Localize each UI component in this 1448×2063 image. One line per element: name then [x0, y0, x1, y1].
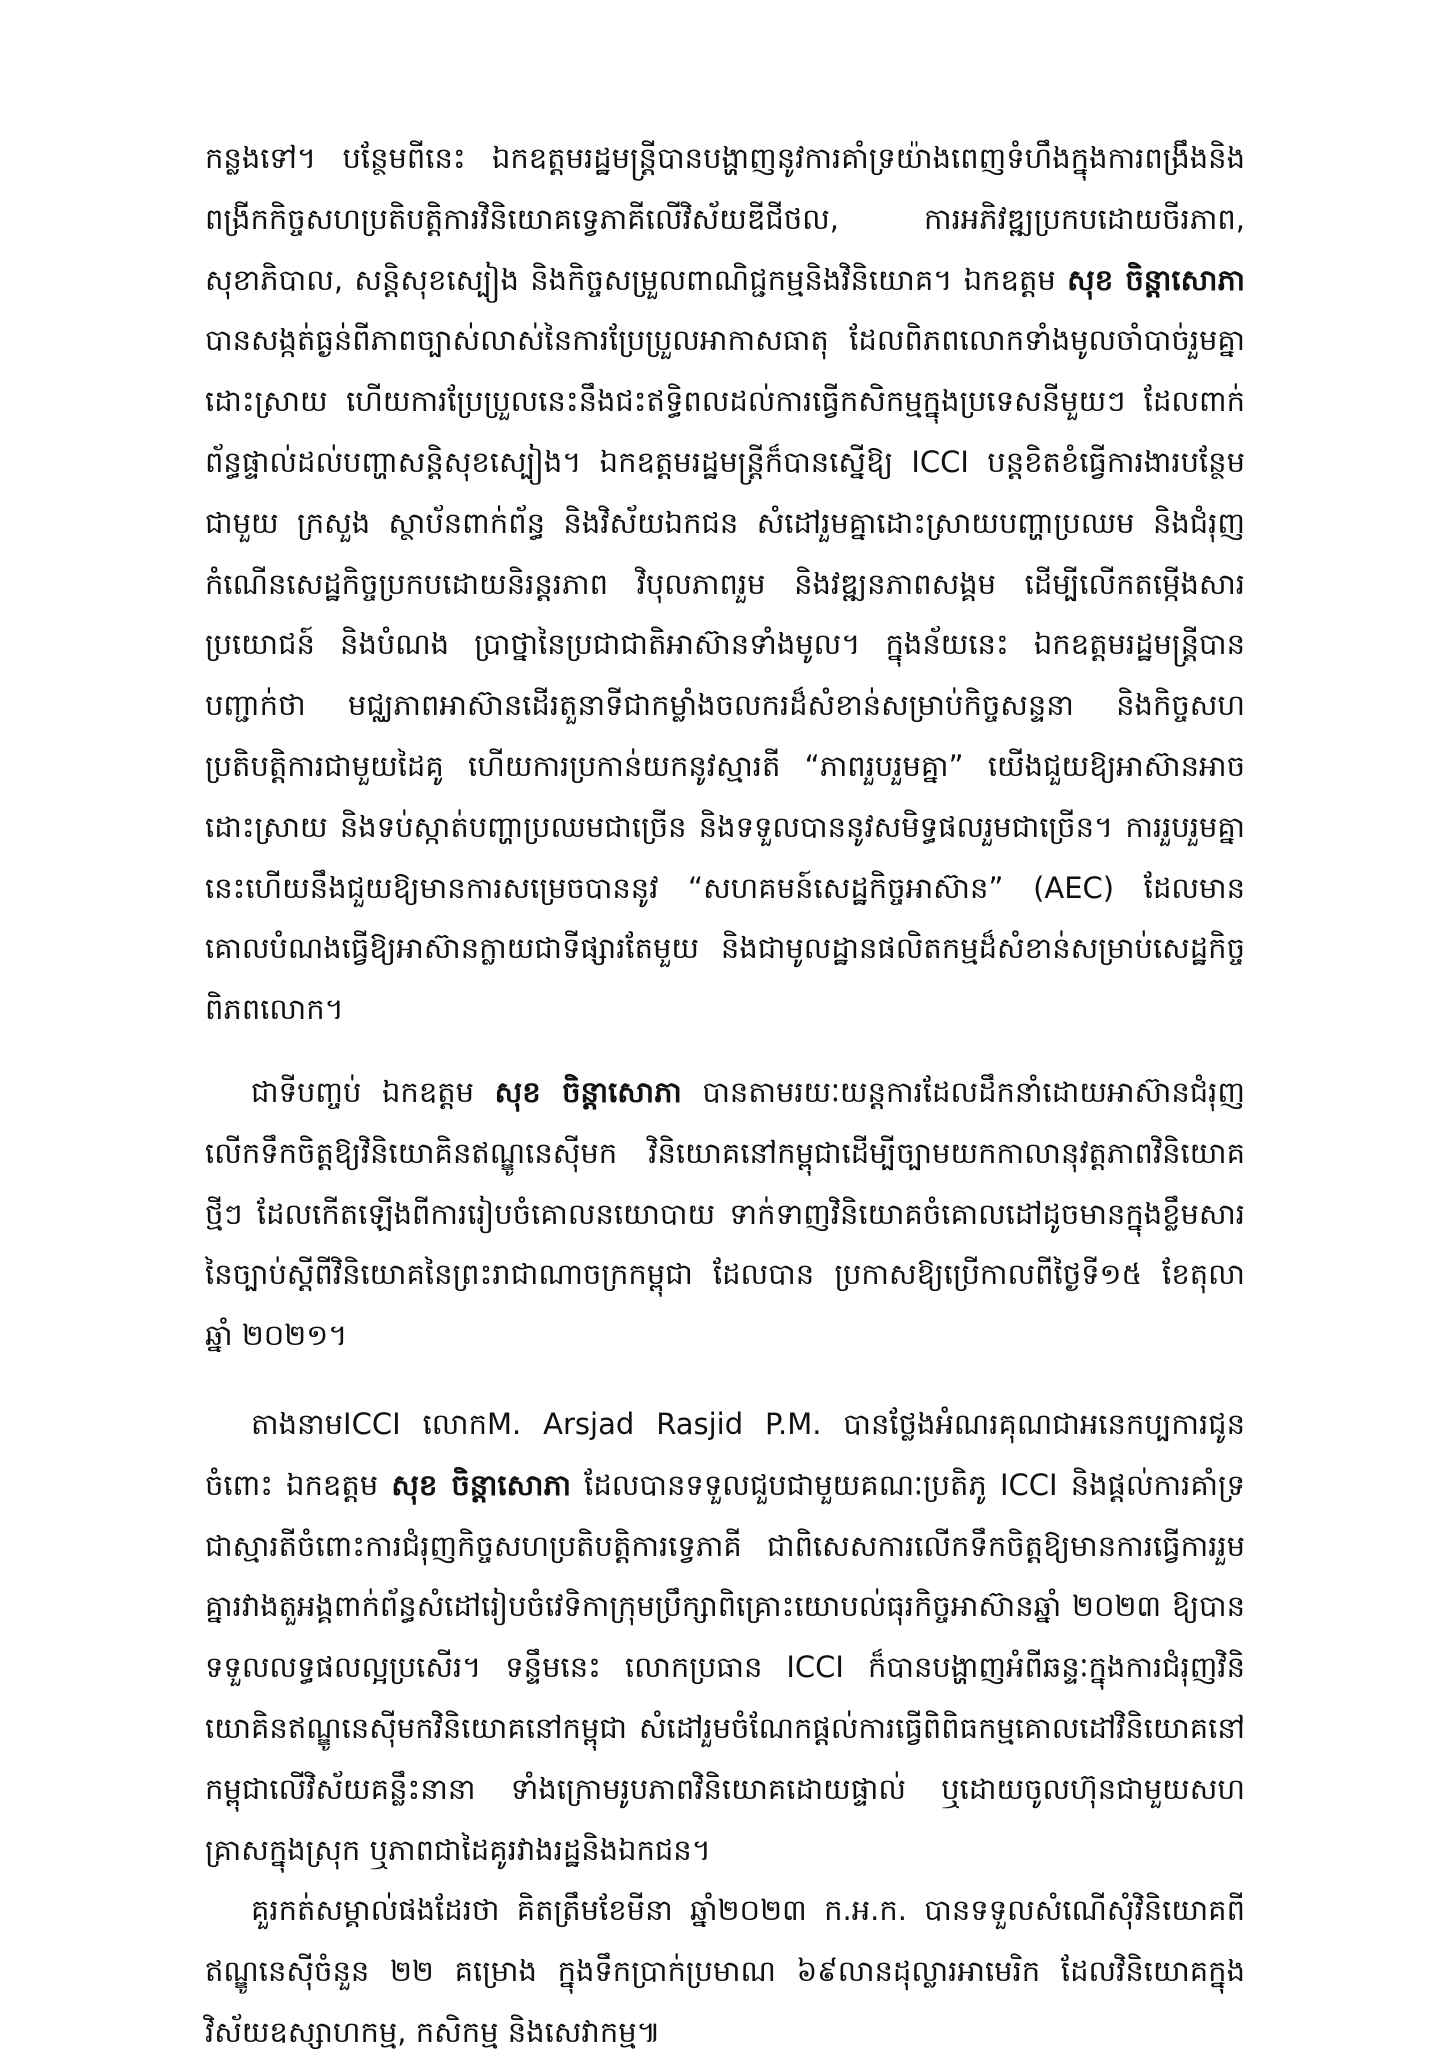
- minister-name: សុខ ចិន្តាសោភា: [1067, 262, 1245, 297]
- paragraph-1-text: កន្លងទៅ។ បន្ថែមពីនេះ ឯកឧត្តមរដ្ឋមន្ត្រីបានបង្ហាញនូវការគាំទ្រយ៉ាងពេញទំហឹងក្នុងការពង្រឹងនិងពង្រីកកិច្ចសហប្រតិបត្តិការវិនិយោគទ្វេភាគីលើវិស័យឌីជីថល, ការអភិវឌ្ឍប្រកបដោយចីរភាព, សុខាភិបាល, សន្តិសុខស្បៀង និងកិច្ចសម្រួលពាណិជ្ជកម្មនិងវិនិយោគ។ ឯកឧត្តម: [205, 141, 1245, 297]
- document-body: [205, 128, 1245, 2063]
- paragraph-3: [205, 1394, 1245, 1880]
- paragraph-2: [205, 1062, 1245, 1366]
- paragraph-3-continuation: ដែលបានទទួលជួបជាមួយគណៈប្រតិភូ ICCI និងផ្តល់ការគាំទ្រជាស្មារតីចំពោះការជំរុញកិច្ចសហប្រតិបត្តិការទ្វេភាគី ជាពិសេសការលើកទឹកចិត្តឱ្យមានការធ្វើការរួមគ្នារវាងតួអង្គពាក់ព័ន្ធសំដៅរៀបចំវេទិកាក្រុមប្រឹក្សាពិគ្រោះយោបល់ធុរកិច្ចអាស៊ានឆ្នាំ ២០២៣ ឱ្យបានទទួលលទ្ធផលល្អប្រសើរ។ ទន្ទឹមនេះ លោកប្រធាន ICCI ក៏បានបង្ហាញអំពីឆន្ទៈក្នុងការជំរុញវិនិយោគិនឥណ្ឌូនេស៊ីមកវិនិយោគនៅកម្ពុជា សំដៅរួមចំណែកផ្តល់ការធ្វើពិពិធកម្មគោលដៅវិនិយោគនៅកម្ពុជាលើវិស័យគន្លឹះនានា ទាំងក្រោមរូបភាពវិនិយោគដោយផ្ទាល់ ឬដោយចូលហ៊ុនជាមួយសហគ្រាសក្នុងស្រុក ឬភាពជាដៃគូរវាងរដ្ឋនិងឯកជន។: [205, 1467, 1246, 1867]
- paragraph-2-continuation: បានតាមរយៈយន្តការដែលដឹកនាំដោយអាស៊ានជំរុញលើកទឹកចិត្តឱ្យវិនិយោគិនឥណ្ឌូនេស៊ីមក វិនិយោគនៅកម្ពុជាដើម្បីច្បាមយកកាលានុវត្តភាពវិនិយោគថ្មីៗ ដែលកើតឡើងពីការរៀបចំគោលនយោបាយ ទាក់ទាញវិនិយោគចំគោលដៅដូចមានក្នុងខ្លឹមសារនៃច្បាប់ស្តីពីវិនិយោគនៃព្រះរាជាណាចក្រកម្ពុជា ដែលបាន ប្រកាសឱ្យប្រើកាលពីថ្ងៃទី១៥ ខែតុលា ឆ្នាំ ២០២១។: [205, 1074, 1246, 1353]
- paragraph-4: [205, 1880, 1245, 2062]
- paragraph-1: [205, 128, 1245, 1040]
- minister-name: សុខ ចិន្តាសោភា: [494, 1074, 682, 1109]
- paragraph-2-text: ជាទីបញ្ចប់ ឯកឧត្តម: [251, 1074, 475, 1109]
- paragraph-1-continuation: បានសង្កត់ធ្ងន់ពីភាពច្បាស់លាស់នៃការប្រែប្រួលអាកាសធាតុ ដែលពិភពលោកទាំងមូលចាំបាច់រួមគ្នាដោះស្រាយ ហើយការប្រែប្រួលនេះនឹងជះឥទ្ធិពលដល់ការធ្វើកសិកម្មក្នុងប្រទេសនីមួយៗ ដែលពាក់ព័ន្ធផ្ទាល់ដល់បញ្ហាសន្តិសុខស្បៀង។ ឯកឧត្តមរដ្ឋមន្ត្រីក៏បានស្នើឱ្យ ICCI បន្តខិតខំធ្វើការងារបន្ថែមជាមួយ ក្រសួង ស្ថាប័នពាក់ព័ន្ធ និងវិស័យឯកជន សំដៅរួមគ្នាដោះស្រាយបញ្ហាប្រឈម និងជំរុញកំណើនសេដ្ឋកិច្ចប្រកបដោយនិរន្តរភាព វិបុលភាពរួម និងវឌ្ឍនភាពសង្គម ដើម្បីលើកតម្កើងសារប្រយោជន៍ និងបំណង ប្រាថ្នានៃប្រជាជាតិអាស៊ានទាំងមូល។ ក្នុងន័យនេះ ឯកឧត្តមរដ្ឋមន្ត្រីបានបញ្ជាក់ថា មជ្ឈភាពអាស៊ានដើរតួនាទីជាកម្លាំងចលករដ៏សំខាន់សម្រាប់កិច្ចសន្ទនា និងកិច្ចសហប្រតិបត្តិការជាមួយដៃគូ ហើយការប្រកាន់យកនូវស្មារតី “ភាពរួបរួមគ្នា” យើងជួយឱ្យអាស៊ានអាចដោះស្រាយ និងទប់ស្កាត់បញ្ហាប្រឈមជាច្រើន និងទទួលបាននូវសមិទ្ធផលរួមជាច្រើន។ ការរួបរួមគ្នានេះហើយនឹងជួយឱ្យមានការសម្រេចបាននូវ “សហគមន៍សេដ្ឋកិច្ចអាស៊ាន” (AEC) ដែលមានគោលបំណងធ្វើឱ្យអាស៊ានក្លាយជាទីផ្សារតែមួយ និងជាមូលដ្ឋានផលិតកម្មដ៏សំខាន់សម្រាប់សេដ្ឋកិច្ចពិភពលោក។: [205, 323, 1245, 1027]
- minister-name: សុខ ចិន្តាសោភា: [391, 1467, 572, 1502]
- paragraph-3-text: តាងនាមICCI លោកM. Arsjad Rasjid P.M. បានថ្លែងអំណរគុណជាអនេកប្បការជូនចំពោះ ឯកឧត្តម: [205, 1406, 1245, 1502]
- paragraph-4-text: គួរកត់សម្គាល់ផងដែរថា គិតត្រឹមខែមីនា ឆ្នាំ២០២៣ ក.អ.ក. បានទទួលសំណើសុំវិនិយោគពីឥណ្ឌូនេស៊ីចំនួន ២២ គម្រោង ក្នុងទឹកប្រាក់ប្រមាណ ៦៩លានដុល្លារអាមេរិក ដែលវិនិយោគក្នុងវិស័យឧស្សាហកម្ម, កសិកម្ម និងសេវាកម្ម៕: [205, 1893, 1245, 2049]
